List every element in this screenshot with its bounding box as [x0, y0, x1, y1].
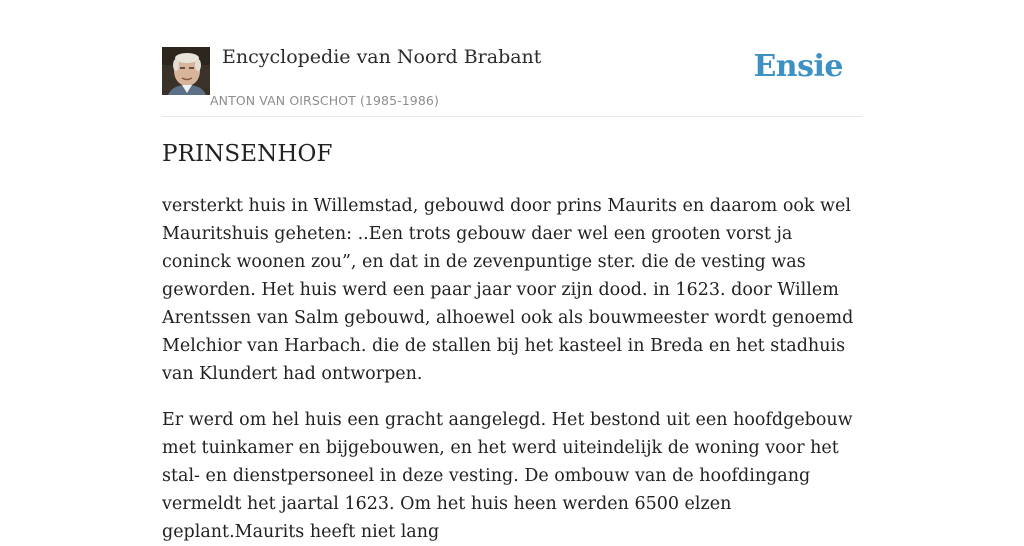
header	[162, 44, 862, 117]
source-title-link[interactable]: Encyclopedie van Noord Brabant	[222, 46, 542, 68]
article	[162, 138, 862, 546]
author-portrait-icon	[162, 47, 210, 95]
article-paragraph: versterkt huis in Willemstad, gebouwd door prins Maurits en daarom ook wel Mauritshuis geheten: ..Een trots gebouw daer wel een grooten vorst ja coninck woonen zou”, en dat in de zevenpuntige ster. die de vesting was geworden. Het huis werd een paar jaar voor zijn dood. in 1623. door Willem Arentssen van Salm gebouwd, alhoewel ook als bouwmeester wordt genoemd Melchior van Harbach. die de stallen bij het kasteel in Breda en het stadhuis van Klundert had ontworpen.	[162, 196, 854, 384]
author-avatar[interactable]	[162, 47, 210, 95]
ensie-logo[interactable]: Ensie	[753, 49, 843, 84]
author-name[interactable]: ANTON VAN OIRSCHOT (1985-1986)	[210, 93, 439, 108]
article-paragraph: Er werd om hel huis een gracht aangelegd. Het bestond uit een hoofdgebouw met tuinkamer en bijgebouwen, en het werd uiteindelijk de woning voor het stal- en dienstpersoneel in deze vesting. De ombouw van de hoofdingang vermeldt het jaartal 1623. Om het huis heen werden 6500 elzen geplant.Maurits heeft niet lang	[162, 410, 853, 542]
article-title: PRINSENHOF	[162, 141, 333, 167]
